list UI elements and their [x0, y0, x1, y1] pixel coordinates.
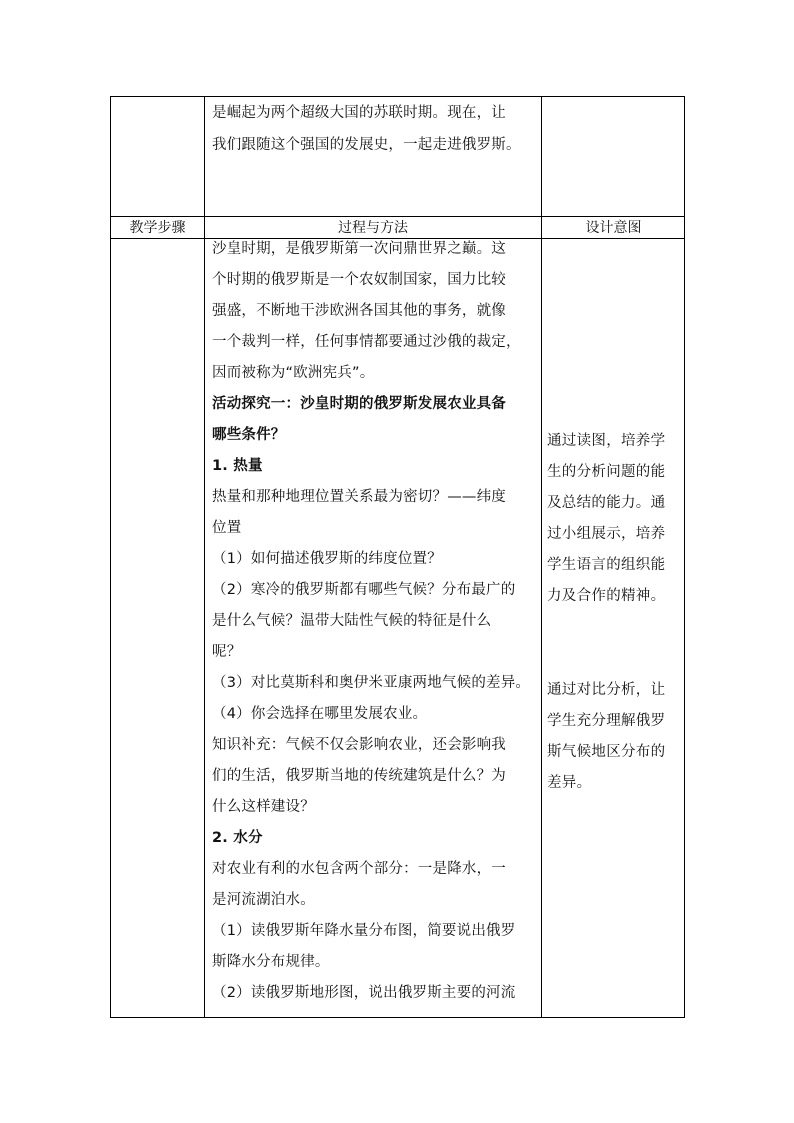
design-intent-block-1	[547, 426, 683, 612]
header-teaching-steps: 教学步骤	[129, 220, 186, 236]
question-item: （3）对比莫斯科和奥伊米亚康两地气候的差异。	[212, 675, 531, 691]
activity-title: 哪些条件？	[212, 427, 286, 443]
question-item: 呢？	[212, 644, 242, 660]
question-item: （1）如何描述俄罗斯的纬度位置？	[212, 551, 442, 567]
design-line: 学生语言的组织能	[547, 557, 666, 573]
question-item: （4）你会选择在哪里发展农业。	[212, 706, 428, 722]
design-line: 力及合作的精神。	[547, 588, 666, 604]
design-line: 差异。	[547, 775, 592, 791]
design-line: 学生充分理解俄罗	[547, 713, 666, 729]
text-line: 热量和那种地理位置关系最为密切？——纬度	[212, 489, 506, 505]
question-item: （2）寒冷的俄罗斯都有哪些气候？分布最广的	[212, 582, 516, 598]
text-line: 因而被称为“欧洲宪兵”。	[212, 365, 375, 381]
design-line: 及总结的能力。通	[547, 495, 666, 511]
text-line: 一个裁判一样，任何事情都要通过沙俄的裁定，	[212, 334, 521, 350]
text-line: 沙皇时期，是俄罗斯第一次问鼎世界之巅。这	[212, 241, 506, 257]
design-line: 通过读图，培养学	[547, 433, 666, 449]
section-title-heat: 1. 热量	[212, 458, 263, 474]
intro-cell	[212, 97, 541, 161]
design-line: 斯气候地区分布的	[547, 744, 666, 760]
process-content	[212, 234, 541, 1009]
question-item: 是什么气候？温带大陆性气候的特征是什么	[212, 613, 492, 629]
header-process-methods: 过程与方法	[338, 220, 408, 236]
question-item: 斯降水分布规律。	[212, 954, 330, 970]
knowledge-line: 知识补充：气候不仅会影响农业，还会影响我	[212, 737, 506, 753]
design-line: 生的分析问题的能	[547, 464, 666, 480]
design-line: 过小组展示，培养	[547, 526, 666, 542]
question-item: （1）读俄罗斯年降水量分布图，简要说出俄罗	[212, 923, 516, 939]
header-design-intent: 设计意图	[585, 220, 642, 236]
intro-line: 我们跟随这个强国的发展史，一起走进俄罗斯。	[212, 137, 521, 153]
design-line: 通过对比分析，让	[547, 682, 666, 698]
section-title-water: 2. 水分	[212, 830, 263, 846]
text-line: 是河流湖泊水。	[212, 892, 315, 908]
lesson-plan-table	[110, 96, 685, 1018]
row-divider-header-top	[111, 216, 684, 217]
intro-line: 是崛起为两个超级大国的苏联时期。现在，让	[212, 105, 506, 121]
text-line: 个时期的俄罗斯是一个农奴制国家，国力比较	[212, 272, 506, 288]
text-line: 强盛，不断地干涉欧洲各国其他的事务，就像	[212, 303, 506, 319]
activity-title: 活动探究一：沙皇时期的俄罗斯发展农业具备	[212, 396, 506, 412]
knowledge-line: 们的生活，俄罗斯当地的传统建筑是什么？为	[212, 768, 506, 784]
design-intent-block-2	[547, 675, 683, 799]
text-line: 对农业有利的水包含两个部分：一是降水，一	[212, 861, 506, 877]
question-item: （2）读俄罗斯地形图，说出俄罗斯主要的河流	[212, 985, 516, 1001]
text-line: 位置	[212, 520, 242, 536]
knowledge-line: 什么这样建设？	[212, 799, 315, 815]
